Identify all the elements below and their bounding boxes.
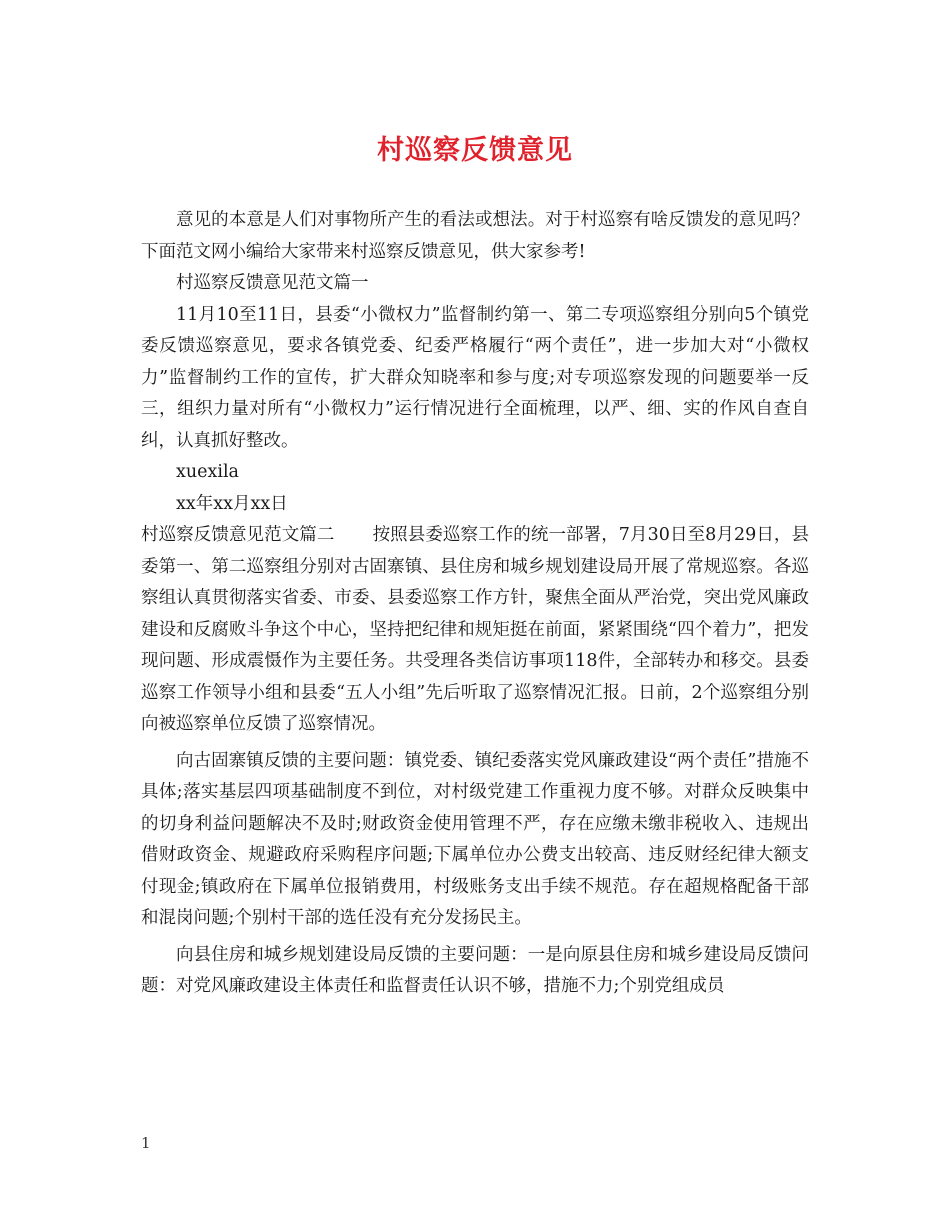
date-line: xx年xx月xx日 — [176, 493, 288, 514]
section1-paragraph: 11月10至11日，县委“小微权力”监督制约第一、第二专项巡察组分别向5个镇党委反馈巡察意见，要求各镇党委、纪委严格履行“两个责任”，进一步加大对“小微权力”监督制约工作的宣传，扩大群众知晓率和参与度;对专项巡察发现的问题要举一反三，组织力量对所有“小微权力”运行情况进行全面梳理，以严、细、实的作风自查自纠，认真抓好整改。 — [141, 304, 809, 451]
page-number: 1 — [141, 1134, 151, 1152]
feedback-paragraph-1: 向古固寨镇反馈的主要问题：镇党委、镇纪委落实党风廉政建设“两个责任”措施不具体;落实基层四项基础制度不到位，对村级党建工作重视力度不够。对群众反映集中的切身利益问题解决不及时;财政资金使用管理不严，存在应缴未缴非税收入、违规出借财政资金、规避政府采购程序问题;下属单位办公费支出较高、违反财经纪律大额支付现金;镇政府在下属单位报销费用，村级账务支出手续不规范。存在超规格配备干部和混岗问题;个别村干部的选任没有充分发扬民主。 — [141, 750, 809, 928]
section2-first-text: 按照县委巡察工作的统一部署，7月30日至8月29日，县委第一、第二巡察组分别对古固寨镇、县住房和城乡规划建设局开展了常规巡察。各巡察组认真贯彻落实省委、市委、县委巡察工作方针，聚焦全面从严治党，突出党风廉政建设和反腐败斗争这个中心，坚持把纪律和规矩挺在前面，紧紧围绕“四个着力”，把发现问题、形成震慑作为主要任务。共受理各类信访事项118件，全部转办和移交。县委巡察工作领导小组和县委“五人小组”先后听取了巡察情况汇报。日前，2个巡察组分别向被巡察单位反馈了巡察情况。 — [141, 525, 810, 734]
section2-heading: 村巡察反馈意见范文篇二 — [141, 525, 335, 545]
section1-heading: 村巡察反馈意见范文篇一 — [176, 273, 369, 293]
feedback-paragraph-2: 向县住房和城乡规划建设局反馈的主要问题：一是向原县住房和城乡建设局反馈问题：对党风廉政建设主体责任和监督责任认识不够，措施不力;个别党组成员 — [141, 944, 809, 996]
author-line: xuexila — [176, 462, 239, 482]
section2-paragraph — [141, 520, 809, 741]
document-body — [141, 205, 809, 1003]
page-title: 村巡察反馈意见 — [377, 135, 573, 166]
intro-paragraph: 意见的本意是人们对事物所产生的看法或想法。对于村巡察有啥反馈发的意见吗？下面范文网小编给大家带来村巡察反馈意见，供大家参考! — [141, 210, 809, 262]
